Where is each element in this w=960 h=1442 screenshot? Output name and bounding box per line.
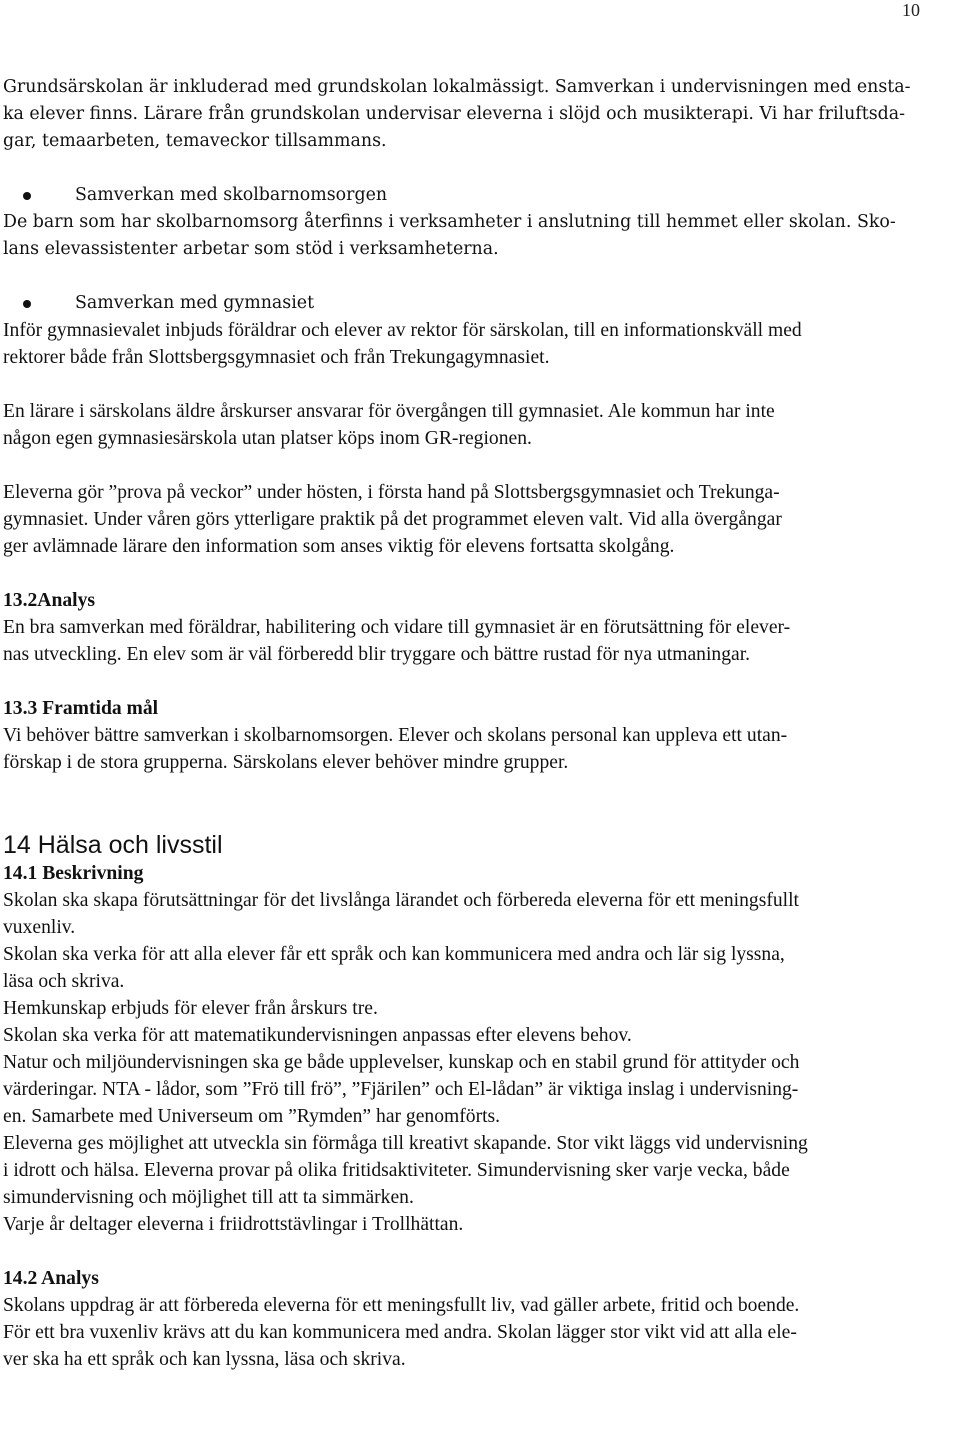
text-line: Eleverna ges möjlighet att utveckla sin förmåga till kreativt skapande. Stor vikt läggs vid undervisning [3,1133,808,1154]
document-body [3,74,955,1373]
text-line: Eleverna gör ”prova på veckor” under hösten, i första hand på Slottsbergsgymnasiet och Trekunga- [3,482,780,503]
section-heading: 14.2 Analys [3,1268,99,1289]
text-line: värderingar. NTA - lådor, som ”Frö till frö”, ”Fjärilen” och El-lådan” är viktiga inslag i undervisning- [3,1079,799,1100]
section-heading: 13.3 Framtida mål [3,698,159,719]
bullet-title: Samverkan med skolbarnomsorgen [75,185,388,205]
text-line: Skolan ska skapa förutsättningar för det livslånga lärandet och förbereda eleverna för ett meningsfullt [3,890,799,911]
intro-paragraph [3,74,955,155]
section-heading: 13.2Analys [3,590,95,611]
text-line: en. Samarbete med Universeum om ”Rymden” har genomförts. [3,1106,501,1127]
section-13-2 [3,587,955,668]
text-line: gymnasiet. Under våren görs ytterligare praktik på det programmet eleven valt. Vid alla övergångar [3,509,782,530]
page-number: 10 [902,0,920,20]
text-line: ger avlämnade lärare den information som anses viktig för elevens fortsatta skolgång. [3,536,675,557]
paragraph-larare [3,398,955,452]
text-line: vuxenliv. [3,917,76,938]
bullet-title: Samverkan med gymnasiet [75,293,315,313]
bullet-item [3,290,955,317]
bullet-item [3,182,955,209]
bullet-skolbarnomsorgen [3,182,955,263]
paragraph-eleverna [3,479,955,560]
text-line: ka elever finns. Lärare från grundskolan undervisar eleverna i slöjd och musikterapi. Vi har friluftsda- [3,104,906,124]
text-line: Varje år deltager eleverna i friidrottstävlingar i Trollhättan. [3,1214,464,1235]
text-line: Grundsärskolan är inkluderad med grundskolan lokalmässigt. Samverkan i undervisningen med ensta- [3,77,911,97]
section-13-3 [3,695,955,776]
section-heading: 14.1 Beskrivning [3,863,144,884]
text-line: nas utveckling. En elev som är väl förberedd blir tryggare och bättre rustad för nya utmaningar. [3,644,751,665]
text-line: Skolan ska verka för att alla elever får ett språk och kan kommunicera med andra och lär sig lyssna, [3,944,785,965]
bullet-icon [23,192,31,200]
section-14-1 [3,860,955,1238]
text-line: En bra samverkan med föräldrar, habilitering och vidare till gymnasiet är en förutsättning för elever- [3,617,791,638]
text-line: De barn som har skolbarnomsorg återfinns i verksamheter i anslutning till hemmet eller skolan. Sko- [3,212,896,232]
chapter-heading: 14 Hälsa och livsstil [3,831,223,859]
text-line: För ett bra vuxenliv krävs att du kan kommunicera med andra. Skolan lägger stor vikt vid att alla ele- [3,1322,797,1343]
text-line: någon egen gymnasiesärskola utan platser köps inom GR-regionen. [3,428,532,449]
bullet-icon [23,300,31,308]
text-line: läsa och skriva. [3,971,125,992]
text-line: simundervisning och möjlighet till att ta simmärken. [3,1187,414,1208]
text-line: gar, temaarbeten, temaveckor tillsammans. [3,131,387,151]
text-line: i idrott och hälsa. Eleverna provar på olika fritidsaktiviteter. Simundervisning sker varje vecka, både [3,1160,790,1181]
text-line: förskap i de stora grupperna. Särskolans elever behöver mindre grupper. [3,752,569,773]
text-line: rektorer både från Slottsbergsgymnasiet och från Trekungagymnasiet. [3,347,550,368]
text-line: Skolan ska verka för att matematikundervisningen anpassas efter elevens behov. [3,1025,632,1046]
text-line: Inför gymnasievalet inbjuds föräldrar och elever av rektor för särskolan, till en informationskväll med [3,320,802,341]
text-line: ver ska ha ett språk och kan lyssna, läsa och skriva. [3,1349,406,1370]
section-14-2 [3,1265,955,1373]
text-line: Hemkunskap erbjuds för elever från årskurs tre. [3,998,378,1019]
text-line: Vi behöver bättre samverkan i skolbarnomsorgen. Elever och skolans personal kan uppleva ett utan- [3,725,788,746]
text-line: En lärare i särskolans äldre årskurser ansvarar för övergången till gymnasiet. Ale kommun har inte [3,401,775,422]
text-line: lans elevassistenter arbetar som stöd i verksamheterna. [3,239,499,259]
text-line: Skolans uppdrag är att förbereda eleverna för ett meningsfullt liv, vad gäller arbete, fritid och boende. [3,1295,800,1316]
bullet-gymnasiet [3,290,955,371]
text-line: Natur och miljöundervisningen ska ge både upplevelser, kunskap och en stabil grund för attityder och [3,1052,800,1073]
